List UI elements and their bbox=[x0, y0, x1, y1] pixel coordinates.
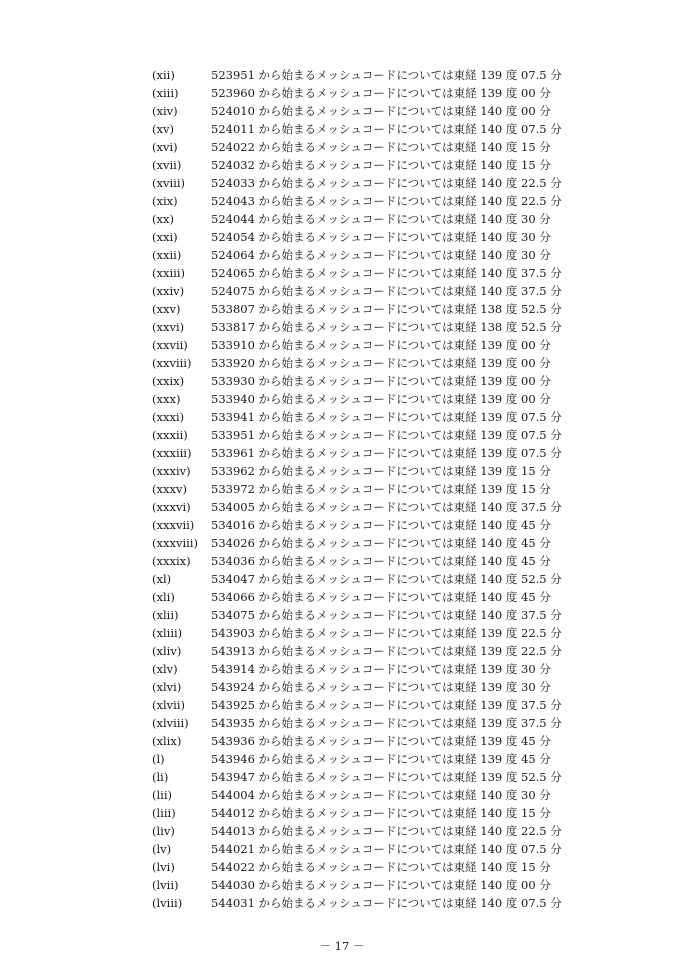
item-text: 533961 から始まるメッシュコードについては東経 139 度 07.5 分 bbox=[211, 446, 562, 460]
item-text: 533972 から始まるメッシュコードについては東経 139 度 15 分 bbox=[211, 482, 551, 496]
item-number: (xxxvi) bbox=[152, 500, 191, 514]
item-text: 544031 から始まるメッシュコードについては東経 140 度 07.5 分 bbox=[211, 896, 562, 910]
list-item bbox=[152, 534, 652, 552]
item-text: 543903 から始まるメッシュコードについては東経 139 度 22.5 分 bbox=[211, 626, 562, 640]
list-item bbox=[152, 516, 652, 534]
list-item bbox=[152, 858, 652, 876]
list-item bbox=[152, 318, 652, 336]
item-number: (xiii) bbox=[152, 86, 179, 100]
item-text: 543946 から始まるメッシュコードについては東経 139 度 45 分 bbox=[211, 752, 551, 766]
list-item bbox=[152, 678, 652, 696]
list-item bbox=[152, 768, 652, 786]
list-item bbox=[152, 696, 652, 714]
item-number: (xlv) bbox=[152, 662, 178, 676]
list-item bbox=[152, 354, 652, 372]
list-item bbox=[152, 822, 652, 840]
item-number: (l) bbox=[152, 752, 165, 766]
item-number: (xxiv) bbox=[152, 284, 185, 298]
item-text: 533920 から始まるメッシュコードについては東経 139 度 00 分 bbox=[211, 356, 551, 370]
item-number: (xlvii) bbox=[152, 698, 185, 712]
item-number: (xiv) bbox=[152, 104, 178, 118]
item-number: (xlvi) bbox=[152, 680, 182, 694]
item-number: (xxx) bbox=[152, 392, 181, 406]
list-item bbox=[152, 66, 652, 84]
item-text: 534026 から始まるメッシュコードについては東経 140 度 45 分 bbox=[211, 536, 551, 550]
list-item bbox=[152, 246, 652, 264]
list-item bbox=[152, 876, 652, 894]
item-number: (liv) bbox=[152, 824, 175, 838]
item-number: (xli) bbox=[152, 590, 175, 604]
item-text: 543936 から始まるメッシュコードについては東経 139 度 45 分 bbox=[211, 734, 551, 748]
list-item bbox=[152, 156, 652, 174]
item-text: 544013 から始まるメッシュコードについては東経 140 度 22.5 分 bbox=[211, 824, 562, 838]
list-item bbox=[152, 606, 652, 624]
item-number: (xxxiii) bbox=[152, 446, 192, 460]
list-item bbox=[152, 552, 652, 570]
item-number: (xxix) bbox=[152, 374, 185, 388]
item-text: 544022 から始まるメッシュコードについては東経 140 度 15 分 bbox=[211, 860, 551, 874]
item-number: (lv) bbox=[152, 842, 172, 856]
list-item bbox=[152, 282, 652, 300]
item-number: (xxxvii) bbox=[152, 518, 195, 532]
item-text: 524033 から始まるメッシュコードについては東経 140 度 22.5 分 bbox=[211, 176, 562, 190]
list-item bbox=[152, 120, 652, 138]
item-number: (xix) bbox=[152, 194, 178, 208]
item-number: (xviii) bbox=[152, 176, 185, 190]
item-number: (li) bbox=[152, 770, 169, 784]
item-text: 533910 から始まるメッシュコードについては東経 139 度 00 分 bbox=[211, 338, 551, 352]
item-text: 543925 から始まるメッシュコードについては東経 139 度 37.5 分 bbox=[211, 698, 562, 712]
item-number: (xlii) bbox=[152, 608, 179, 622]
list-item bbox=[152, 786, 652, 804]
item-text: 524043 から始まるメッシュコードについては東経 140 度 22.5 分 bbox=[211, 194, 562, 208]
item-text: 524010 から始まるメッシュコードについては東経 140 度 00 分 bbox=[211, 104, 551, 118]
list-item bbox=[152, 372, 652, 390]
list-item bbox=[152, 732, 652, 750]
list-item bbox=[152, 228, 652, 246]
item-number: (xxxix) bbox=[152, 554, 191, 568]
item-number: (xlix) bbox=[152, 734, 182, 748]
item-number: (lviii) bbox=[152, 896, 183, 910]
item-number: (xliv) bbox=[152, 644, 182, 658]
list-item bbox=[152, 588, 652, 606]
item-text: 533951 から始まるメッシュコードについては東経 139 度 07.5 分 bbox=[211, 428, 562, 442]
item-text: 544021 から始まるメッシュコードについては東経 140 度 07.5 分 bbox=[211, 842, 562, 856]
item-number: (lvi) bbox=[152, 860, 175, 874]
list-item bbox=[152, 660, 652, 678]
item-text: 524032 から始まるメッシュコードについては東経 140 度 15 分 bbox=[211, 158, 551, 172]
item-text: 534016 から始まるメッシュコードについては東経 140 度 45 分 bbox=[211, 518, 551, 532]
item-text: 533807 から始まるメッシュコードについては東経 138 度 52.5 分 bbox=[211, 302, 562, 316]
item-text: 544004 から始まるメッシュコードについては東経 140 度 30 分 bbox=[211, 788, 551, 802]
item-number: (xxvi) bbox=[152, 320, 185, 334]
item-number: (xii) bbox=[152, 68, 175, 82]
item-number: (liii) bbox=[152, 806, 176, 820]
item-number: (xxviii) bbox=[152, 356, 192, 370]
list-item bbox=[152, 138, 652, 156]
item-text: 534005 から始まるメッシュコードについては東経 140 度 37.5 分 bbox=[211, 500, 562, 514]
item-number: (xvi) bbox=[152, 140, 178, 154]
item-number: (xxxiv) bbox=[152, 464, 191, 478]
page-number: － 17 － bbox=[319, 939, 365, 953]
item-text: 533962 から始まるメッシュコードについては東経 139 度 15 分 bbox=[211, 464, 551, 478]
item-number: (xxxviii) bbox=[152, 536, 198, 550]
item-number: (xx) bbox=[152, 212, 174, 226]
list-item bbox=[152, 714, 652, 732]
item-number: (xxi) bbox=[152, 230, 178, 244]
item-text: 543935 から始まるメッシュコードについては東経 139 度 37.5 分 bbox=[211, 716, 562, 730]
item-text: 524075 から始まるメッシュコードについては東経 140 度 37.5 分 bbox=[211, 284, 562, 298]
item-text: 534066 から始まるメッシュコードについては東経 140 度 45 分 bbox=[211, 590, 551, 604]
item-text: 543924 から始まるメッシュコードについては東経 139 度 30 分 bbox=[211, 680, 551, 694]
item-number: (xxiii) bbox=[152, 266, 185, 280]
item-text: 524065 から始まるメッシュコードについては東経 140 度 37.5 分 bbox=[211, 266, 562, 280]
list-item bbox=[152, 408, 652, 426]
mesh-code-list bbox=[152, 66, 652, 912]
item-text: 534047 から始まるメッシュコードについては東経 140 度 52.5 分 bbox=[211, 572, 562, 586]
list-item bbox=[152, 894, 652, 912]
list-item bbox=[152, 462, 652, 480]
item-number: (xliii) bbox=[152, 626, 183, 640]
item-text: 524011 から始まるメッシュコードについては東経 140 度 07.5 分 bbox=[211, 122, 562, 136]
item-number: (xxxi) bbox=[152, 410, 185, 424]
item-text: 533930 から始まるメッシュコードについては東経 139 度 00 分 bbox=[211, 374, 551, 388]
item-text: 523951 から始まるメッシュコードについては東経 139 度 07.5 分 bbox=[211, 68, 562, 82]
list-item bbox=[152, 498, 652, 516]
list-item bbox=[152, 102, 652, 120]
item-number: (xxii) bbox=[152, 248, 182, 262]
item-number: (xl) bbox=[152, 572, 172, 586]
item-number: (lii) bbox=[152, 788, 173, 802]
list-item bbox=[152, 750, 652, 768]
item-text: 524044 から始まるメッシュコードについては東経 140 度 30 分 bbox=[211, 212, 551, 226]
item-text: 524054 から始まるメッシュコードについては東経 140 度 30 分 bbox=[211, 230, 551, 244]
item-text: 544030 から始まるメッシュコードについては東経 140 度 00 分 bbox=[211, 878, 551, 892]
item-text: 543914 から始まるメッシュコードについては東経 139 度 30 分 bbox=[211, 662, 551, 676]
item-text: 544012 から始まるメッシュコードについては東経 140 度 15 分 bbox=[211, 806, 551, 820]
list-item bbox=[152, 642, 652, 660]
list-item bbox=[152, 570, 652, 588]
item-text: 533817 から始まるメッシュコードについては東経 138 度 52.5 分 bbox=[211, 320, 562, 334]
list-item bbox=[152, 444, 652, 462]
item-text: 524064 から始まるメッシュコードについては東経 140 度 30 分 bbox=[211, 248, 551, 262]
item-number: (xxv) bbox=[152, 302, 181, 316]
item-number: (xlviii) bbox=[152, 716, 189, 730]
item-number: (lvii) bbox=[152, 878, 179, 892]
item-text: 543913 から始まるメッシュコードについては東経 139 度 22.5 分 bbox=[211, 644, 562, 658]
list-item bbox=[152, 480, 652, 498]
item-number: (xxvii) bbox=[152, 338, 188, 352]
list-item bbox=[152, 174, 652, 192]
item-text: 533941 から始まるメッシュコードについては東経 139 度 07.5 分 bbox=[211, 410, 562, 424]
list-item bbox=[152, 840, 652, 858]
list-item bbox=[152, 210, 652, 228]
list-item bbox=[152, 390, 652, 408]
list-item bbox=[152, 300, 652, 318]
list-item bbox=[152, 192, 652, 210]
item-number: (xv) bbox=[152, 122, 174, 136]
item-number: (xxxv) bbox=[152, 482, 187, 496]
list-item bbox=[152, 624, 652, 642]
list-item bbox=[152, 84, 652, 102]
item-text: 533940 から始まるメッシュコードについては東経 139 度 00 分 bbox=[211, 392, 551, 406]
item-number: (xxxii) bbox=[152, 428, 188, 442]
item-text: 534075 から始まるメッシュコードについては東経 140 度 37.5 分 bbox=[211, 608, 562, 622]
item-text: 523960 から始まるメッシュコードについては東経 139 度 00 分 bbox=[211, 86, 551, 100]
item-text: 524022 から始まるメッシュコードについては東経 140 度 15 分 bbox=[211, 140, 551, 154]
item-text: 543947 から始まるメッシュコードについては東経 139 度 52.5 分 bbox=[211, 770, 562, 784]
list-item bbox=[152, 336, 652, 354]
list-item bbox=[152, 804, 652, 822]
item-number: (xvii) bbox=[152, 158, 182, 172]
list-item bbox=[152, 264, 652, 282]
list-item bbox=[152, 426, 652, 444]
item-text: 534036 から始まるメッシュコードについては東経 140 度 45 分 bbox=[211, 554, 551, 568]
